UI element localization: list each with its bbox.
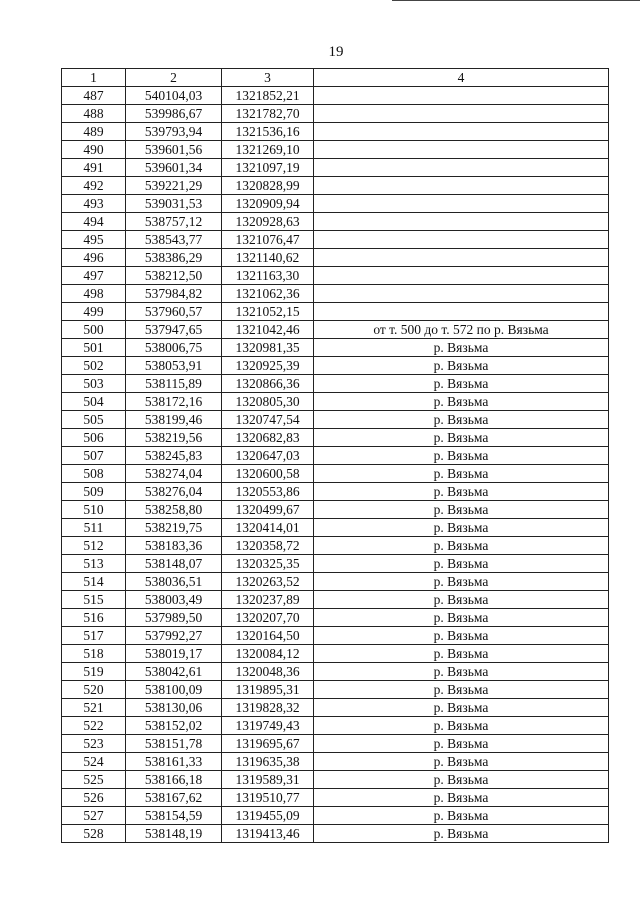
cell-x-coordinate: 538042,61 [126,663,222,681]
cell-y-coordinate: 1321042,46 [222,321,314,339]
cell-description: р. Вязьма [314,717,609,735]
cell-description: р. Вязьма [314,465,609,483]
cell-point-number: 526 [62,789,126,807]
cell-description [314,87,609,105]
table-row [62,87,609,105]
cell-point-number: 494 [62,213,126,231]
cell-description [314,195,609,213]
cell-y-coordinate: 1321852,21 [222,87,314,105]
cell-y-coordinate: 1321536,16 [222,123,314,141]
cell-description [314,267,609,285]
cell-point-number: 507 [62,447,126,465]
table-row [62,807,609,825]
cell-point-number: 488 [62,105,126,123]
table-row [62,159,609,177]
table-row [62,213,609,231]
cell-point-number: 519 [62,663,126,681]
table-row [62,501,609,519]
table-row [62,717,609,735]
cell-point-number: 512 [62,537,126,555]
cell-description: р. Вязьма [314,573,609,591]
top-rule [392,0,640,1]
cell-x-coordinate: 538152,02 [126,717,222,735]
cell-point-number: 502 [62,357,126,375]
cell-x-coordinate: 539031,53 [126,195,222,213]
cell-description: р. Вязьма [314,537,609,555]
table-row [62,609,609,627]
cell-x-coordinate: 539986,67 [126,105,222,123]
cell-description: р. Вязьма [314,789,609,807]
cell-point-number: 493 [62,195,126,213]
column-header-x: 2 [126,69,222,87]
cell-y-coordinate: 1319895,31 [222,681,314,699]
cell-y-coordinate: 1321163,30 [222,267,314,285]
cell-y-coordinate: 1320499,67 [222,501,314,519]
cell-x-coordinate: 537947,65 [126,321,222,339]
cell-x-coordinate: 538130,06 [126,699,222,717]
cell-description [314,159,609,177]
cell-y-coordinate: 1321269,10 [222,141,314,159]
cell-x-coordinate: 538274,04 [126,465,222,483]
coordinates-table [61,68,609,843]
table-row [62,411,609,429]
cell-description: р. Вязьма [314,339,609,357]
cell-point-number: 504 [62,393,126,411]
cell-y-coordinate: 1319635,38 [222,753,314,771]
cell-y-coordinate: 1321062,36 [222,285,314,303]
table-row [62,375,609,393]
cell-x-coordinate: 538183,36 [126,537,222,555]
cell-description: р. Вязьма [314,555,609,573]
cell-y-coordinate: 1320325,35 [222,555,314,573]
cell-y-coordinate: 1320263,52 [222,573,314,591]
cell-x-coordinate: 538199,46 [126,411,222,429]
cell-point-number: 495 [62,231,126,249]
cell-x-coordinate: 539221,29 [126,177,222,195]
cell-description: р. Вязьма [314,411,609,429]
cell-description: р. Вязьма [314,591,609,609]
cell-x-coordinate: 538172,16 [126,393,222,411]
cell-description: р. Вязьма [314,771,609,789]
cell-y-coordinate: 1319413,46 [222,825,314,843]
cell-description: р. Вязьма [314,393,609,411]
cell-description [314,141,609,159]
cell-y-coordinate: 1319510,77 [222,789,314,807]
cell-point-number: 516 [62,609,126,627]
cell-y-coordinate: 1320828,99 [222,177,314,195]
cell-description: р. Вязьма [314,609,609,627]
cell-x-coordinate: 538386,29 [126,249,222,267]
cell-x-coordinate: 538258,80 [126,501,222,519]
cell-point-number: 505 [62,411,126,429]
cell-point-number: 487 [62,87,126,105]
cell-description: р. Вязьма [314,663,609,681]
cell-y-coordinate: 1320358,72 [222,537,314,555]
cell-y-coordinate: 1320928,63 [222,213,314,231]
cell-point-number: 527 [62,807,126,825]
table-row [62,447,609,465]
cell-description [314,231,609,249]
cell-description [314,177,609,195]
table-row [62,735,609,753]
cell-point-number: 511 [62,519,126,537]
cell-point-number: 497 [62,267,126,285]
cell-point-number: 490 [62,141,126,159]
table-row [62,249,609,267]
cell-point-number: 521 [62,699,126,717]
table-row [62,195,609,213]
cell-x-coordinate: 538151,78 [126,735,222,753]
cell-y-coordinate: 1321782,70 [222,105,314,123]
cell-point-number: 523 [62,735,126,753]
table-row [62,429,609,447]
table-row [62,537,609,555]
cell-point-number: 496 [62,249,126,267]
cell-y-coordinate: 1320600,58 [222,465,314,483]
cell-x-coordinate: 538276,04 [126,483,222,501]
cell-point-number: 489 [62,123,126,141]
table-body [62,87,609,843]
table-row [62,663,609,681]
cell-description: р. Вязьма [314,483,609,501]
cell-x-coordinate: 537992,27 [126,627,222,645]
cell-y-coordinate: 1320207,70 [222,609,314,627]
cell-x-coordinate: 538167,62 [126,789,222,807]
cell-point-number: 509 [62,483,126,501]
cell-x-coordinate: 537989,50 [126,609,222,627]
table-row [62,699,609,717]
table-row [62,105,609,123]
cell-description: р. Вязьма [314,825,609,843]
table-row [62,267,609,285]
cell-y-coordinate: 1321052,15 [222,303,314,321]
cell-point-number: 500 [62,321,126,339]
cell-description: р. Вязьма [314,357,609,375]
cell-x-coordinate: 538148,07 [126,555,222,573]
table-row [62,303,609,321]
cell-point-number: 506 [62,429,126,447]
cell-x-coordinate: 537960,57 [126,303,222,321]
cell-y-coordinate: 1320747,54 [222,411,314,429]
cell-x-coordinate: 540104,03 [126,87,222,105]
cell-point-number: 499 [62,303,126,321]
cell-description [314,285,609,303]
cell-description [314,303,609,321]
table-row [62,357,609,375]
cell-description: от т. 500 до т. 572 по р. Вязьма [314,321,609,339]
cell-x-coordinate: 538543,77 [126,231,222,249]
cell-description: р. Вязьма [314,807,609,825]
table-row [62,825,609,843]
cell-description [314,213,609,231]
cell-y-coordinate: 1320164,50 [222,627,314,645]
cell-y-coordinate: 1320805,30 [222,393,314,411]
cell-y-coordinate: 1321097,19 [222,159,314,177]
cell-x-coordinate: 538245,83 [126,447,222,465]
cell-y-coordinate: 1320866,36 [222,375,314,393]
table-row [62,465,609,483]
table-row [62,555,609,573]
cell-x-coordinate: 539601,34 [126,159,222,177]
cell-description: р. Вязьма [314,627,609,645]
cell-x-coordinate: 538115,89 [126,375,222,393]
cell-x-coordinate: 538166,18 [126,771,222,789]
cell-x-coordinate: 539601,56 [126,141,222,159]
page-number: 19 [328,44,344,60]
table-row [62,123,609,141]
cell-point-number: 503 [62,375,126,393]
cell-point-number: 508 [62,465,126,483]
cell-description: р. Вязьма [314,753,609,771]
cell-x-coordinate: 538161,33 [126,753,222,771]
table-row [62,393,609,411]
cell-x-coordinate: 538148,19 [126,825,222,843]
table-row [62,627,609,645]
table-row [62,519,609,537]
cell-point-number: 515 [62,591,126,609]
cell-y-coordinate: 1320647,03 [222,447,314,465]
cell-y-coordinate: 1320682,83 [222,429,314,447]
table-header-row [62,69,609,87]
cell-x-coordinate: 539793,94 [126,123,222,141]
cell-description [314,105,609,123]
cell-y-coordinate: 1321140,62 [222,249,314,267]
table-row [62,573,609,591]
table-row [62,591,609,609]
cell-y-coordinate: 1319589,31 [222,771,314,789]
cell-description: р. Вязьма [314,735,609,753]
table-row [62,177,609,195]
table-row [62,771,609,789]
cell-x-coordinate: 538100,09 [126,681,222,699]
cell-point-number: 528 [62,825,126,843]
cell-y-coordinate: 1320909,94 [222,195,314,213]
cell-x-coordinate: 538036,51 [126,573,222,591]
cell-x-coordinate: 538006,75 [126,339,222,357]
cell-point-number: 513 [62,555,126,573]
cell-y-coordinate: 1320925,39 [222,357,314,375]
cell-y-coordinate: 1320981,35 [222,339,314,357]
cell-y-coordinate: 1319749,43 [222,717,314,735]
table-row [62,285,609,303]
cell-point-number: 501 [62,339,126,357]
cell-x-coordinate: 538053,91 [126,357,222,375]
cell-point-number: 492 [62,177,126,195]
cell-y-coordinate: 1320048,36 [222,663,314,681]
cell-x-coordinate: 538212,50 [126,267,222,285]
cell-point-number: 510 [62,501,126,519]
cell-y-coordinate: 1320237,89 [222,591,314,609]
cell-x-coordinate: 538019,17 [126,645,222,663]
cell-description: р. Вязьма [314,501,609,519]
cell-description: р. Вязьма [314,447,609,465]
table-row [62,321,609,339]
table-row [62,339,609,357]
cell-point-number: 498 [62,285,126,303]
cell-point-number: 522 [62,717,126,735]
cell-description: р. Вязьма [314,699,609,717]
cell-x-coordinate: 538003,49 [126,591,222,609]
cell-point-number: 524 [62,753,126,771]
cell-x-coordinate: 538219,56 [126,429,222,447]
table-row [62,789,609,807]
column-header-y: 3 [222,69,314,87]
cell-y-coordinate: 1319695,67 [222,735,314,753]
cell-point-number: 517 [62,627,126,645]
cell-description [314,249,609,267]
table-row [62,645,609,663]
cell-y-coordinate: 1320553,86 [222,483,314,501]
cell-y-coordinate: 1319455,09 [222,807,314,825]
cell-y-coordinate: 1319828,32 [222,699,314,717]
cell-description: р. Вязьма [314,375,609,393]
cell-description [314,123,609,141]
cell-y-coordinate: 1320084,12 [222,645,314,663]
column-header-point-number: 1 [62,69,126,87]
table-row [62,681,609,699]
cell-point-number: 518 [62,645,126,663]
cell-x-coordinate: 538219,75 [126,519,222,537]
cell-point-number: 491 [62,159,126,177]
cell-point-number: 520 [62,681,126,699]
table-row [62,141,609,159]
cell-y-coordinate: 1321076,47 [222,231,314,249]
cell-x-coordinate: 537984,82 [126,285,222,303]
cell-description: р. Вязьма [314,429,609,447]
column-header-description: 4 [314,69,609,87]
cell-x-coordinate: 538154,59 [126,807,222,825]
cell-y-coordinate: 1320414,01 [222,519,314,537]
cell-description: р. Вязьма [314,645,609,663]
cell-point-number: 514 [62,573,126,591]
table-row [62,483,609,501]
cell-point-number: 525 [62,771,126,789]
cell-x-coordinate: 538757,12 [126,213,222,231]
table-row [62,753,609,771]
table-row [62,231,609,249]
cell-description: р. Вязьма [314,519,609,537]
cell-description: р. Вязьма [314,681,609,699]
